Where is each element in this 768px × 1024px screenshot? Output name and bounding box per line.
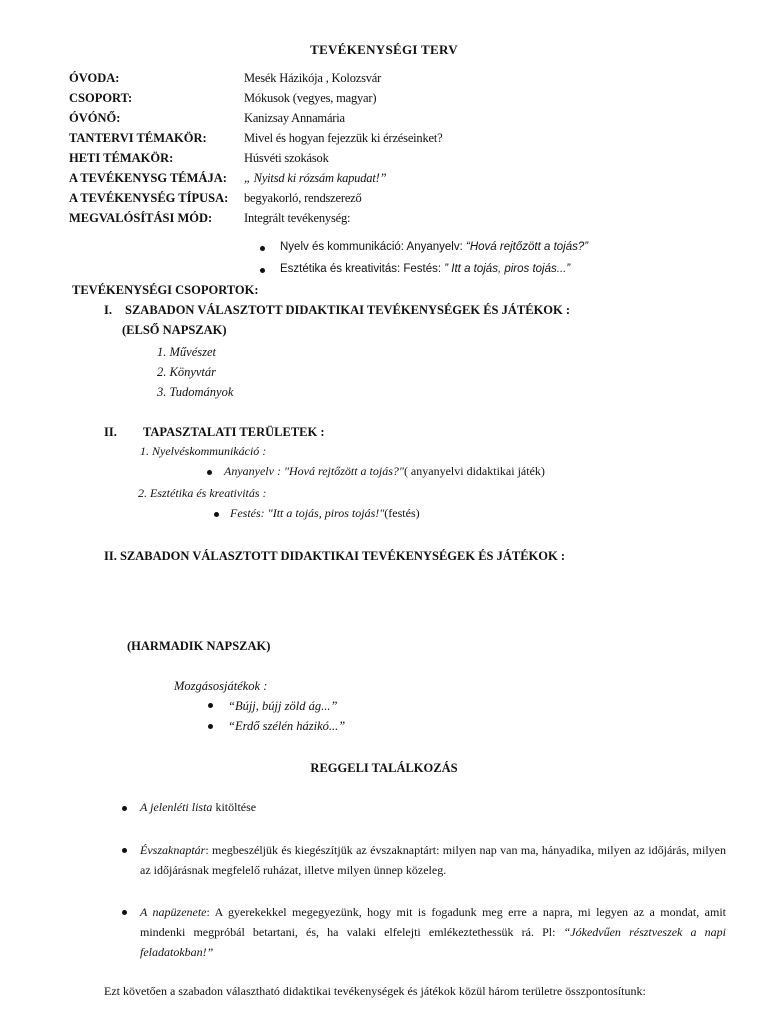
bullet-icon	[208, 703, 213, 708]
section2-numeral: II.	[104, 425, 117, 439]
section3-game: “Bújj, bújj zöld ág...”	[228, 699, 338, 713]
morning-heading: REGGELI TALÁLKOZÁS	[310, 761, 458, 775]
section3-heading: II. SZABADON VÁLASZTOTT DIDAKTIKAI TEVÉKENYSÉGEK ÉS JÁTÉKOK :	[104, 549, 566, 563]
bullet-icon	[122, 848, 127, 853]
section3-subtitle: (HARMADIK NAPSZAK)	[127, 639, 271, 653]
section1-item: 2. Könyvtár	[157, 365, 217, 379]
integrated-item	[280, 262, 570, 277]
document-title: TEVÉKENYSÉGI TERV	[310, 42, 458, 57]
info-value: begyakorló, rendszerező	[244, 191, 362, 205]
info-label: ÓVODA:	[69, 71, 120, 85]
section2-sub1-italic: Anyanyelv : "Hová rejtőzött a tojás?"	[224, 464, 404, 478]
section2-sub1-rest: ( anyanyelvi didaktikai játék)	[403, 464, 545, 478]
section3-games-label: Mozgásosjátékok :	[174, 679, 268, 693]
section1-numeral: I.	[104, 303, 112, 317]
integrated-prefix: Nyelv és kommunikáció: Anyanyelv:	[280, 241, 466, 253]
info-label: A TEVÉKENYSÉG TÍPUSA:	[69, 191, 229, 205]
daily-message-label: A napüzenete	[140, 905, 207, 919]
info-value: „ Nyitsd ki rózsám kapudat!”	[244, 171, 387, 185]
section1-item: 1. Művészet	[157, 345, 217, 359]
attendance-label: A jelenléti lista	[140, 800, 213, 814]
bullet-icon	[214, 512, 219, 517]
bullet-icon	[207, 470, 212, 475]
integrated-item	[280, 240, 588, 255]
info-label: CSOPORT:	[69, 91, 133, 105]
info-value: Kanizsay Annamária	[244, 111, 345, 125]
season-calendar-label: Évszaknaptár	[140, 843, 206, 857]
info-value: Mesék Házikója , Kolozsvár	[244, 71, 382, 85]
section1-subtitle: (ELSŐ NAPSZAK)	[122, 323, 227, 337]
integrated-italic: ” Itt a tojás, piros tojás...”	[444, 263, 571, 275]
info-label: TANTERVI TÉMAKÖR:	[69, 131, 207, 145]
integrated-prefix: Esztétika és kreativitás: Festés:	[280, 263, 445, 275]
bullet-icon	[122, 910, 127, 915]
section2-sub2-italic: Festés: "Itt a tojás, piros tojás!"	[230, 506, 385, 520]
closing-text: Ezt követően a szabadon választható didaktikai tevékenységek és játékok közül három területre összpontosítunk:	[104, 984, 646, 998]
attendance-rest: kitöltése	[212, 800, 257, 814]
bullet-icon	[260, 268, 265, 273]
daily-message-text: : A gyerekekkel megegyezünk, hogy mit is fogadunk meg erre a napra, mi legyen az a mondat, amit mindenki megpróbál betartani, és, ha valaki elfelejti emlékeztethessük rá. Pl:	[140, 905, 726, 939]
bullet-icon	[122, 806, 127, 811]
info-value: Mókusok (vegyes, magyar)	[244, 91, 377, 105]
section2-sub2-rest: (festés)	[384, 506, 420, 520]
integrated-italic: “Hová rejtőzött a tojás?”	[466, 241, 589, 253]
section1-title: SZABADON VÁLASZTOTT DIDAKTIKAI TEVÉKENYSÉGEK ÉS JÁTÉKOK :	[125, 303, 571, 317]
info-label: HETI TÉMAKÖR:	[69, 151, 174, 165]
section2-sub2-item	[230, 506, 420, 522]
section2-sub1: 1. Nyelvéskommunikáció :	[140, 444, 267, 458]
section3-game: “Erdő szélén házikó...”	[228, 719, 346, 733]
morning-bullet-3	[140, 902, 726, 962]
bullet-icon	[208, 724, 213, 729]
section2-sub2: 2. Esztétika és kreativitás :	[138, 486, 267, 500]
info-value: Húsvéti szokások	[244, 151, 329, 165]
section1-item: 3. Tudományok	[157, 385, 234, 399]
groups-heading: TEVÉKENYSÉGI CSOPORTOK:	[72, 283, 259, 297]
bullet-icon	[260, 246, 265, 251]
info-label: A TEVÉKENYSG TÉMÁJA:	[69, 171, 227, 185]
info-value: Mivel és hogyan fejezzük ki érzéseinket?	[244, 131, 443, 145]
info-value: Integrált tevékenység:	[244, 211, 351, 225]
morning-bullet-2	[140, 840, 726, 880]
daily-message-quote: “Jókedvűen résztveszek a napi feladatokban!”	[140, 925, 726, 959]
morning-bullet-1	[140, 800, 256, 816]
section2-title: TAPASZTALATI TERÜLETEK :	[143, 425, 325, 439]
section2-sub1-item	[224, 464, 545, 480]
info-label: MEGVALÓSÍTÁSI MÓD:	[69, 211, 213, 225]
season-calendar-text: : megbeszéljük és kiegészítjük az évszaknaptárt: milyen nap van ma, hányadika, milyen az időjárás, milyen az időjárásnak megfelelő ruházat, illetve milyen ünnep közeleg.	[140, 843, 726, 877]
info-label: ÓVÓNŐ:	[69, 111, 121, 125]
